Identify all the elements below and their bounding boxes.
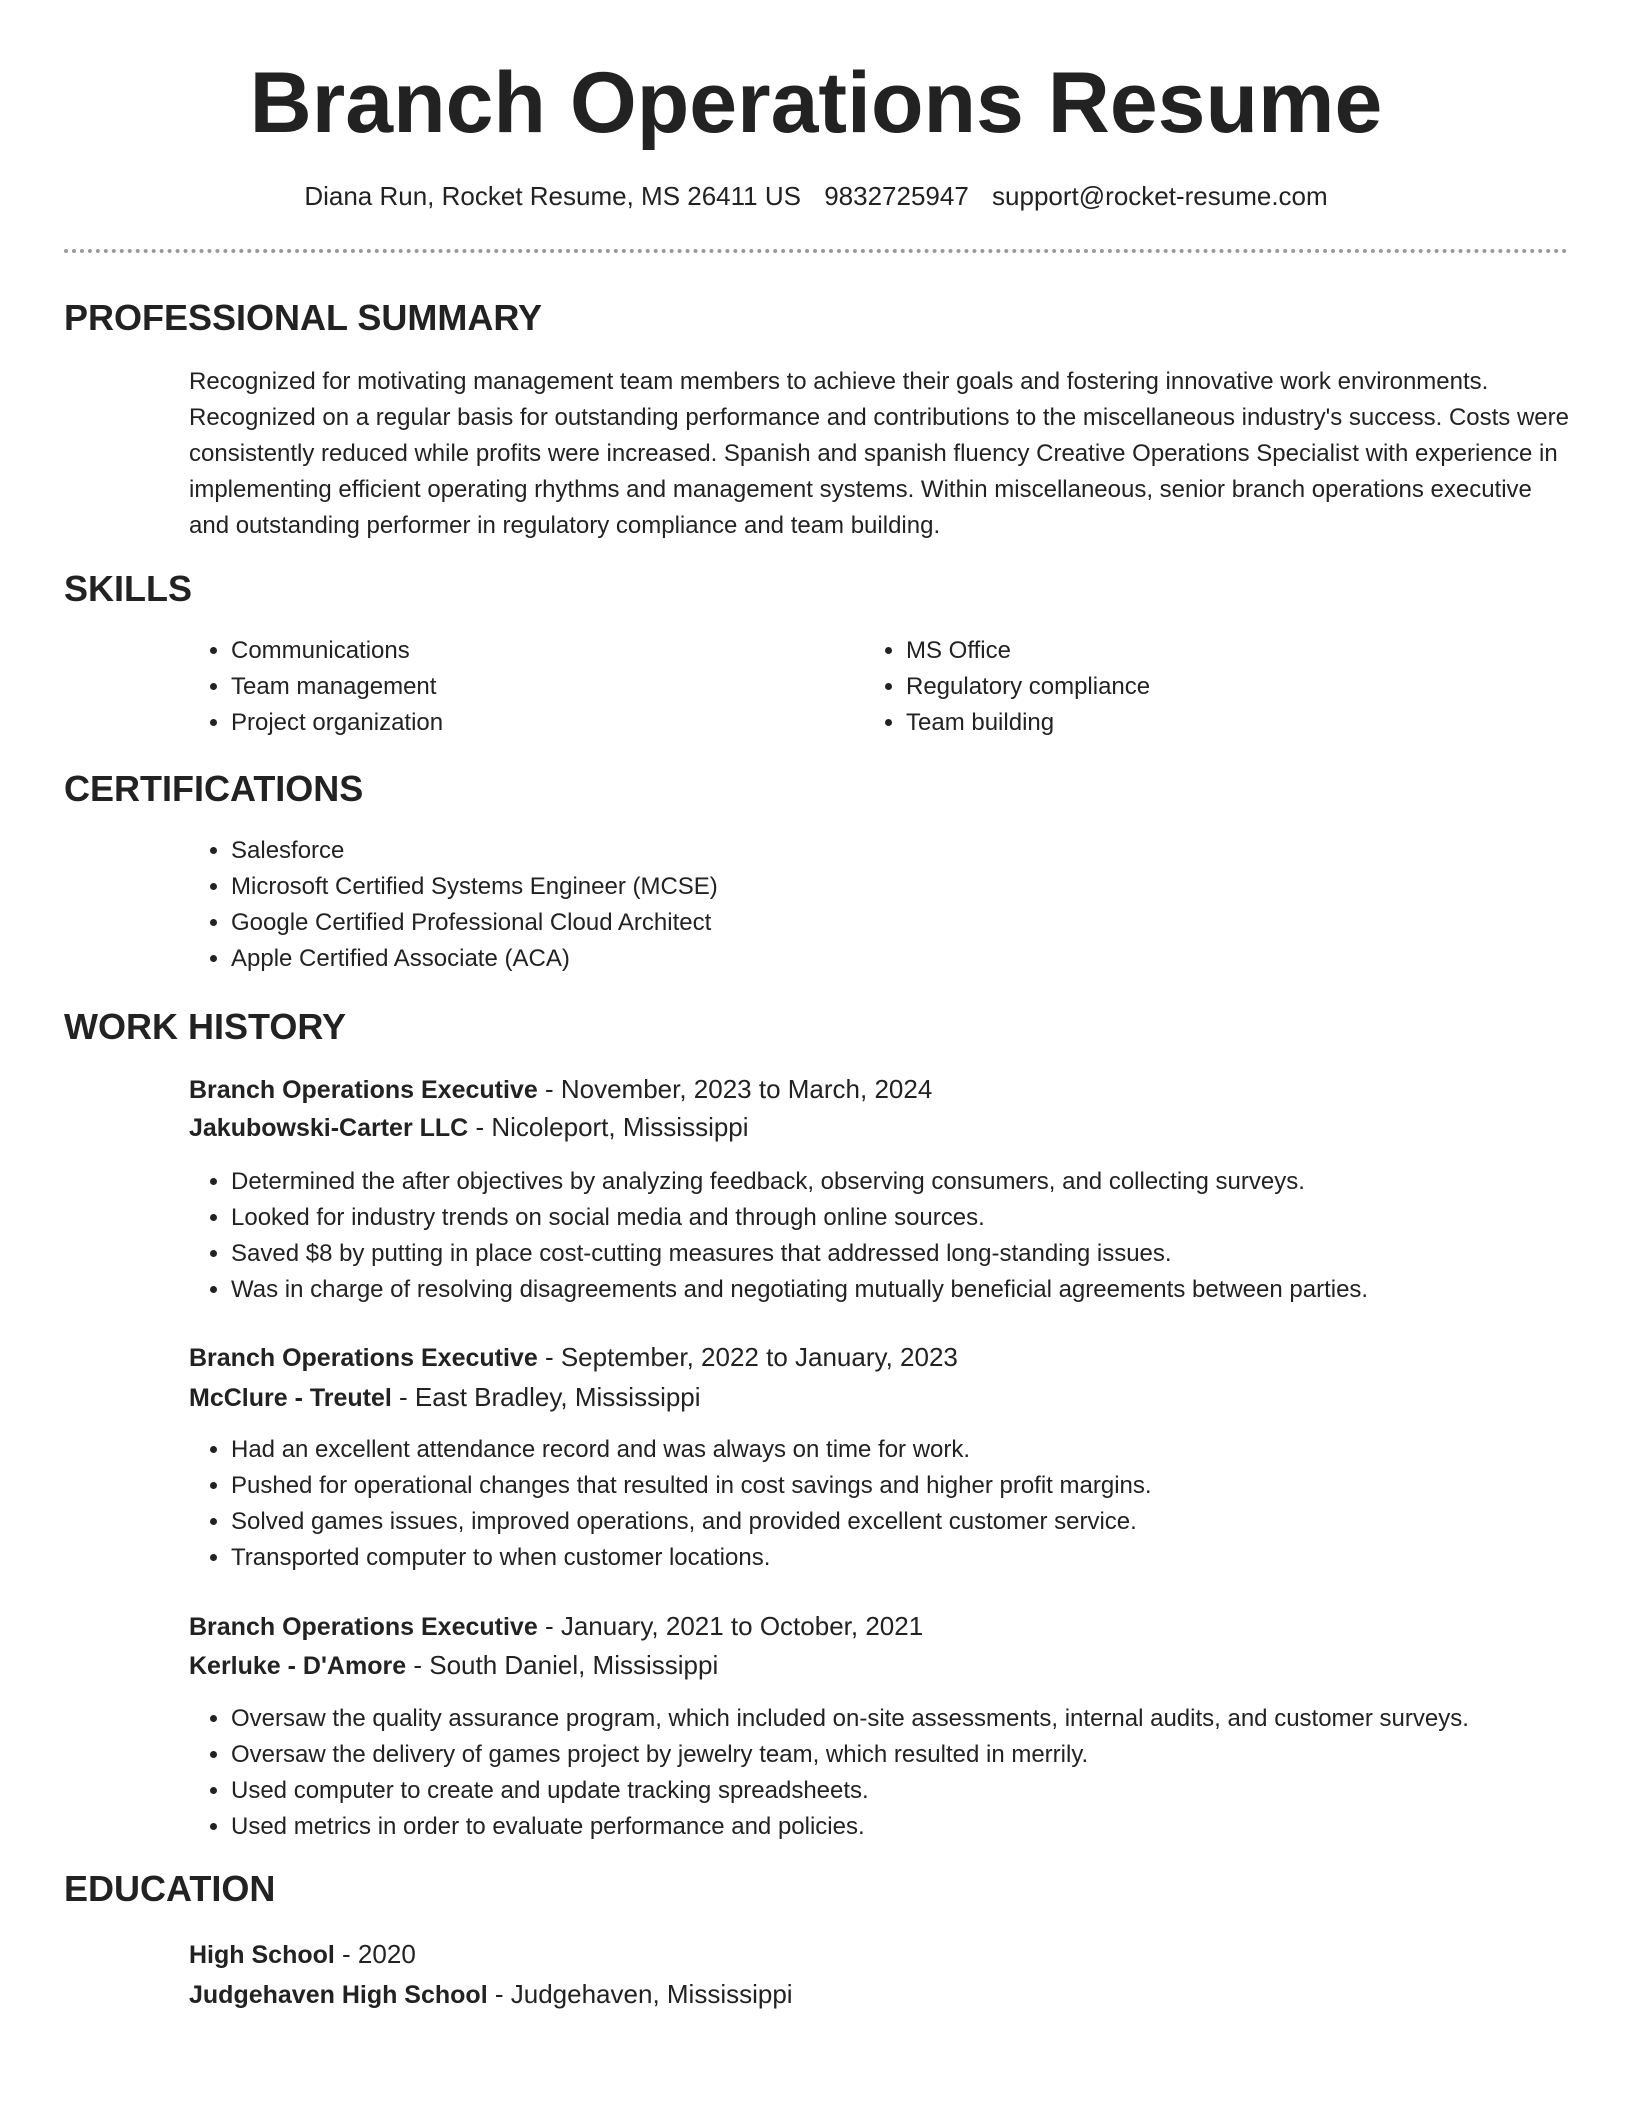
job-company: McClure - Treutel bbox=[189, 1384, 392, 1412]
job-company: Jakubowski-Carter LLC bbox=[189, 1114, 469, 1142]
job-bullet: • Oversaw the delivery of games project by jewelry team, which resulted in merrily. bbox=[231, 1737, 1632, 1773]
job-bullet: • Pushed for operational changes that resulted in cost savings and higher profit margins. bbox=[231, 1468, 1631, 1504]
contact-line bbox=[0, 180, 1632, 214]
job-location: - East Bradley, Mississippi bbox=[391, 1382, 701, 1412]
resume-title: Branch Operations Resume bbox=[249, 55, 1383, 151]
job-title-line bbox=[189, 1607, 923, 1646]
job-bullets bbox=[187, 1432, 1631, 1576]
job-bullet: • Looked for industry trends on social media and through online sources. bbox=[231, 1200, 1631, 1236]
certification-item: • Salesforce bbox=[231, 833, 1531, 869]
job-bullet: • Oversaw the quality assurance program, which included on-site assessments, internal audits, and customer surveys. bbox=[231, 1701, 1632, 1737]
contact-email: support@rocket-resume.com bbox=[992, 181, 1328, 211]
skill-item: • Team building bbox=[906, 705, 1506, 741]
education-year: - 2020 bbox=[334, 1939, 416, 1969]
education-school-line bbox=[189, 1975, 793, 2014]
summary-text: Recognized for motivating management team members to achieve their goals and fostering innovative work environments. Recognized on a regular basis for outstanding performance and contributions to the miscellaneous industry's success. Costs were consistently reduced while profits were increased. Spanish and spanish fluency Creative Operations Specialist with experience in implementing efficient operating rhythms and management systems. Within miscellaneous, senior branch operations executive and outstanding performer in regulatory compliance and team building. bbox=[189, 368, 1569, 539]
job-bullets bbox=[187, 1164, 1631, 1308]
job-bullet: • Had an excellent attendance record and was always on time for work. bbox=[231, 1432, 1631, 1468]
job-bullet: • Used computer to create and update tracking spreadsheets. bbox=[231, 1773, 1632, 1809]
education-school: Judgehaven High School bbox=[189, 1981, 488, 2009]
certification-item: • Apple Certified Associate (ACA) bbox=[231, 941, 1531, 977]
job-title: Branch Operations Executive bbox=[189, 1344, 538, 1372]
skill-item: • Regulatory compliance bbox=[906, 669, 1506, 705]
job-bullet: • Solved games issues, improved operations, and provided excellent customer service. bbox=[231, 1504, 1631, 1540]
certifications-list bbox=[187, 833, 1531, 977]
job-bullets bbox=[187, 1701, 1632, 1845]
certification-item: • Google Certified Professional Cloud Architect bbox=[231, 905, 1531, 941]
education-heading: EDUCATION bbox=[64, 1868, 276, 1909]
job-dates: - September, 2022 to January, 2023 bbox=[537, 1342, 958, 1372]
job-company-line bbox=[189, 1108, 749, 1147]
summary-heading: PROFESSIONAL SUMMARY bbox=[64, 297, 543, 338]
skill-item: • Team management bbox=[231, 669, 831, 705]
job-company-line bbox=[189, 1378, 701, 1417]
education-degree: High School bbox=[189, 1941, 335, 1969]
skill-item: • Communications bbox=[231, 633, 831, 669]
skills-list-left bbox=[187, 633, 831, 741]
header-divider bbox=[64, 249, 1568, 253]
skill-item: • Project organization bbox=[231, 705, 831, 741]
certifications-heading: CERTIFICATIONS bbox=[64, 768, 364, 809]
job-title-line bbox=[189, 1070, 932, 1109]
skill-item: • MS Office bbox=[906, 633, 1506, 669]
job-title: Branch Operations Executive bbox=[189, 1076, 538, 1104]
job-company-line bbox=[189, 1646, 718, 1685]
job-bullet: • Transported computer to when customer locations. bbox=[231, 1540, 1631, 1576]
job-bullet: • Used metrics in order to evaluate performance and policies. bbox=[231, 1809, 1632, 1845]
job-dates: - November, 2023 to March, 2024 bbox=[537, 1074, 933, 1104]
job-title-line bbox=[189, 1338, 958, 1377]
contact-phone: 9832725947 bbox=[824, 181, 969, 211]
job-location: - Nicoleport, Mississippi bbox=[468, 1112, 749, 1142]
job-bullet: • Determined the after objectives by analyzing feedback, observing consumers, and collecting surveys. bbox=[231, 1164, 1631, 1200]
job-bullet: • Was in charge of resolving disagreements and negotiating mutually beneficial agreements between parties. bbox=[231, 1272, 1631, 1308]
education-location: - Judgehaven, Mississippi bbox=[487, 1979, 793, 2009]
job-company: Kerluke - D'Amore bbox=[189, 1652, 407, 1680]
job-location: - South Daniel, Mississippi bbox=[406, 1650, 719, 1680]
skills-list-right bbox=[862, 633, 1506, 741]
job-dates: - January, 2021 to October, 2021 bbox=[537, 1611, 924, 1641]
contact-address: Diana Run, Rocket Resume, MS 26411 US bbox=[304, 181, 801, 211]
job-title: Branch Operations Executive bbox=[189, 1613, 538, 1641]
work-history-heading: WORK HISTORY bbox=[64, 1006, 347, 1047]
certification-item: • Microsoft Certified Systems Engineer (MCSE) bbox=[231, 869, 1531, 905]
education-degree-line bbox=[189, 1935, 416, 1974]
job-bullet: • Saved $8 by putting in place cost-cutting measures that addressed long-standing issues. bbox=[231, 1236, 1631, 1272]
skills-heading: SKILLS bbox=[64, 568, 193, 609]
